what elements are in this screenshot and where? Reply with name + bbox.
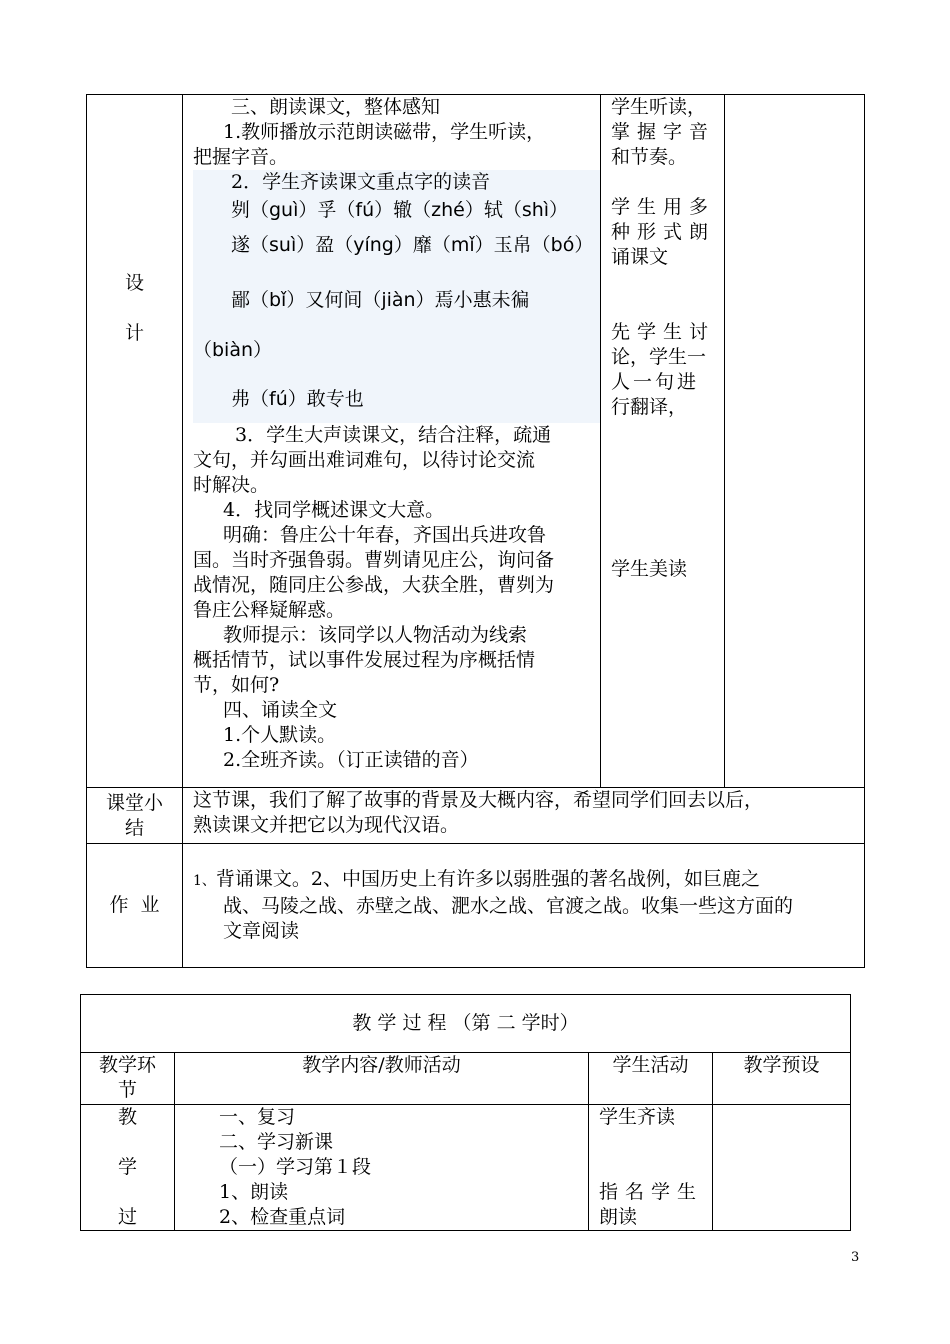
content-line: 概括情节，试以事件发展过程为序概括情: [193, 649, 536, 671]
pinyin-line: 遂（suì）盈（yíng）靡（mǐ）玉帛（bó）: [231, 234, 594, 256]
page-number: 3: [851, 1250, 860, 1265]
header-student: 学生活动: [589, 1053, 713, 1105]
process-row: [81, 1105, 851, 1231]
student-line: 和节奏。: [611, 146, 688, 168]
header-stage-line-1: 教学环: [98, 1054, 156, 1076]
content-line: 时解决。: [193, 474, 270, 496]
content-line: 教师提示：该同学以人物活动为线索: [223, 624, 528, 646]
student-line: 学生美读: [611, 558, 688, 580]
summary-label-1: 课堂小: [105, 791, 163, 814]
summary-label-2: 结: [124, 816, 144, 839]
header-preset: 教学预设: [713, 1053, 851, 1105]
pinyin-line: （biàn）: [193, 339, 273, 361]
student-line: 诵课文: [611, 246, 669, 268]
header-row: [81, 1053, 851, 1105]
summary-content-cell: [183, 788, 865, 844]
preset-cell: [725, 95, 865, 788]
student-line: 学生用多: [611, 196, 716, 218]
stage-char: 教: [117, 1106, 137, 1128]
content-line: 节，如何?: [193, 674, 280, 696]
content-line: 战情况，随同庄公参战，大获全胜，曹刿为: [193, 574, 555, 596]
student-line: 掌握字音: [611, 121, 716, 143]
content-line: 2.全班齐读。（订正读错的音）: [223, 749, 479, 771]
design-label-1: 设: [124, 272, 144, 294]
lesson-table-part2: [80, 994, 851, 1231]
process-student-line: 朗读: [599, 1206, 638, 1228]
content-line: 3．学生大声读课文，结合注释，疏通: [235, 424, 552, 446]
summary-row: [87, 788, 865, 844]
process-student-line: 指名学生: [599, 1181, 704, 1203]
process-line: 一、复习: [219, 1106, 296, 1128]
process-line: 二、学习新课: [219, 1131, 334, 1153]
lesson-table-part1: [86, 94, 865, 968]
homework-label-cell: [87, 844, 183, 968]
homework-number: 1、: [193, 873, 216, 889]
content-line: 文句，并勾画出难词难句，以待讨论交流: [193, 449, 536, 471]
homework-line: 文章阅读: [223, 920, 300, 942]
pinyin-line: 鄙（bǐ）又何间（jiàn）焉小惠未徧: [231, 289, 530, 311]
section-title-row: [81, 995, 851, 1053]
content-line: 四、诵读全文: [223, 699, 338, 721]
pinyin-line: 刿（guì）孚（fú）辙（zhé）轼（shì）: [231, 199, 569, 221]
homework-line: 战、马陵之战、赤壁之战、淝水之战、官渡之战。收集一些这方面的: [223, 895, 794, 917]
process-stage-cell: [81, 1105, 175, 1231]
homework-content-cell: [183, 844, 865, 968]
process-student-cell: [589, 1105, 713, 1231]
content-line: 三、朗读课文，整体感知: [231, 96, 441, 118]
header-stage-line-2: 节: [117, 1079, 137, 1101]
content-line: 把握字音。: [193, 146, 289, 168]
process-line: （一）学习第１段: [219, 1156, 372, 1178]
process-content-cell: [175, 1105, 589, 1231]
student-line: 学生听读，: [611, 96, 707, 118]
student-line: 人一句进: [611, 371, 700, 393]
homework-label: 作 业: [109, 894, 160, 916]
section-title-cell: [81, 995, 851, 1053]
summary-line: 熟读课文并把它以为现代汉语。: [193, 814, 460, 836]
homework-line: [193, 867, 864, 894]
section-title: 教 学 过 程 （第 二 学时）: [352, 1012, 579, 1034]
student-line: 行翻译，: [611, 396, 688, 418]
content-line: 国。当时齐强鲁弱。曹刿请见庄公，询问备: [193, 549, 555, 571]
design-label-cell: [87, 95, 183, 788]
pinyin-line: 弗（fú）敢专也: [231, 388, 364, 410]
process-student-line: 学生齐读: [599, 1106, 676, 1128]
pinyin-block: [193, 170, 600, 423]
stage-char: 过: [117, 1206, 137, 1228]
stage-char: 学: [117, 1156, 137, 1178]
design-label-2: 计: [124, 322, 144, 344]
content-line: 2．学生齐读课文重点字的读音: [231, 171, 491, 193]
header-stage-cell: [81, 1053, 175, 1105]
content-line: 1.个人默读。: [223, 724, 337, 746]
student-line: 先学生讨: [611, 321, 716, 343]
homework-row: [87, 844, 865, 968]
process-line: 1、朗读: [219, 1181, 289, 1203]
summary-line: 这节课，我们了解了故事的背景及大概内容，希望同学们回去以后，: [193, 789, 764, 811]
content-line: 鲁庄公释疑解惑。: [193, 599, 346, 621]
student-activity-cell: [601, 95, 725, 788]
design-row: [87, 95, 865, 788]
content-line: 明确：鲁庄公十年春，齐国出兵进攻鲁: [223, 524, 547, 546]
content-line: 1.教师播放示范朗读磁带，学生听读，: [223, 121, 546, 143]
summary-label-cell: [87, 788, 183, 844]
homework-text-1: 背诵课文。2、中国历史上有许多以弱胜强的著名战例，如巨鹿之: [215, 868, 761, 890]
student-line: 论，学生一: [611, 346, 707, 368]
header-content: 教学内容/教师活动: [175, 1053, 589, 1105]
process-preset-cell: [713, 1105, 851, 1231]
content-line: 4．找同学概述课文大意。: [223, 499, 445, 521]
process-line: 2、检查重点词: [219, 1206, 346, 1228]
design-content-cell: [183, 95, 601, 788]
student-line: 种形式朗: [611, 221, 716, 243]
